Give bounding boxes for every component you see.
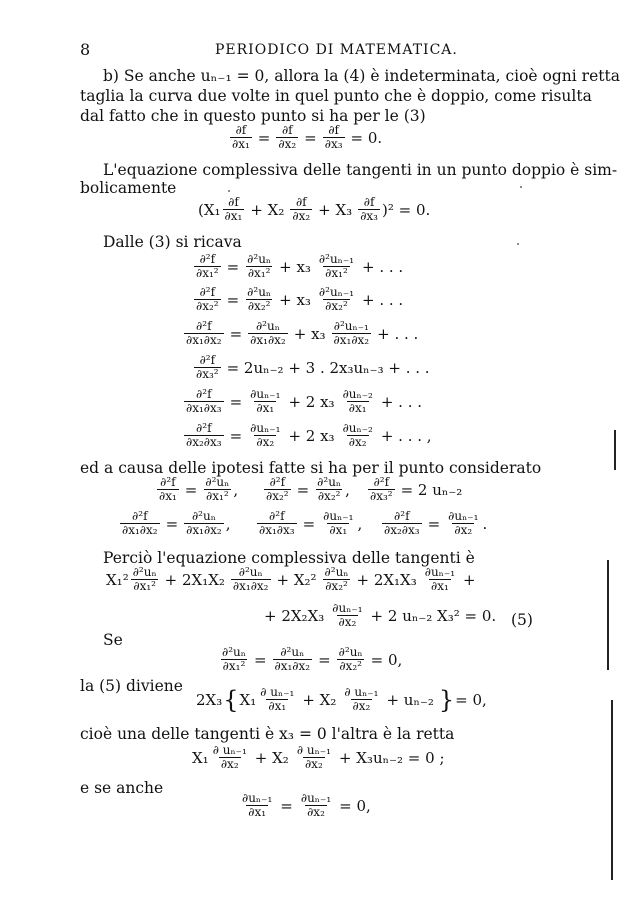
equation-second-derivative-5: $\frac{\text{∂²f}}{\text{∂x₁∂x₃}}$ = $\frac{\text{∂uₙ₋₁}}{\text{∂x₁}}$ + 2 x₃ $\frac{\text{∂uₙ₋₂}}{\text{∂x₁}}$ + . . . [186,387,423,415]
text-line-7: ed a causa delle ipotesi fatte si ha per il punto considerato [80,459,542,477]
text-line-5: bolicamente [80,179,177,197]
equation-tangents-line-1: X₁² $\frac{\text{∂²uₙ}}{\text{∂x₁²}}$ + 2X₁X₂ $\frac{\text{∂²uₙ}}{\text{∂x₁∂x₂}}$ + X₂² $\frac{\text{∂²uₙ}}{\text{∂x₂²}}$ + 2X₁X₃ $\frac{\text{∂uₙ₋₁}}{\text{∂x₁}}$ + [106,565,476,593]
equation-symbolic-tangents: (X₁ $\frac{\partial f}{\text{∂x₁}}$ + X₂ $\frac{\partial f}{\text{∂x₂}}$ + X₃ $\frac{\partial f}{\text{∂x₃}}$ )² = 0. [198,195,431,223]
text-line-9: Se [103,631,123,649]
equation-second-derivative-3: $\frac{\text{∂²f}}{\text{∂x₁∂x₂}}$ = $\frac{\text{∂²uₙ}}{\text{∂x₁∂x₂}}$ + x₃ $\frac{\text{∂²uₙ₋₁}}{\text{∂x₁∂x₂}}$ + . . . [186,319,419,347]
equation-second-derivatives-zero: $\frac{\text{∂²uₙ}}{\text{∂x₁²}}$ = $\frac{\text{∂²uₙ}}{\text{∂x₁∂x₂}}$ = $\frac{\text{∂²uₙ}}{\text{∂x₂²}}$ = 0, [222,645,403,673]
equation-first-derivatives-equal: $\frac{\text{∂uₙ₋₁}}{\text{∂x₁}}$ = $\frac{\text{∂uₙ₋₁}}{\text{∂x₂}}$ = 0, [242,791,371,819]
scan-margin-line [614,430,616,470]
equation-condition-2a: $\frac{\text{∂²f}}{\text{∂x₁∂x₂}}$ = $\frac{\text{∂²uₙ}}{\text{∂x₁∂x₂}}$ , [122,509,231,537]
text-line-1: b) Se anche uₙ₋₁ = 0, allora la (4) è indeterminata, cioè ogni retta [103,67,620,85]
equation-second-derivative-6: $\frac{\text{∂²f}}{\text{∂x₂∂x₃}}$ = $\frac{\text{∂uₙ₋₁}}{\text{∂x₂}}$ + 2 x₃ $\frac{\text{∂uₙ₋₂}}{\text{∂x₂}}$ + . . . , [186,421,432,449]
scan-speck [228,190,230,192]
equation-reduced-tangents: 2X₃ { X₁ $\frac{\text{∂ uₙ₋₁}}{\text{∂x₁}}$ + X₂ $\frac{\text{∂ uₙ₋₁}}{\text{∂x₂}}$ + uₙ₋₂ } = 0, [196,685,487,714]
equation-tangents-line-2: + 2X₂X₃ $\frac{\text{∂uₙ₋₁}}{\text{∂x₂}}$ + 2 uₙ₋₂ X₃² = 0. [264,601,497,629]
text-line-6: Dalle (3) si ricava [103,233,242,251]
fraction: $\frac{\partial f}{\text{∂x₂}}$ [292,195,311,223]
equation-label-5: (5) [511,611,533,629]
scan-speck [517,243,519,245]
text-line-10: la (5) diviene [80,677,183,695]
text-line-4: L'equazione complessiva delle tangenti in un punto doppio è sim- [103,161,618,179]
equation-condition-1a: $\frac{\text{∂²f}}{\text{∂x₁}}$ = $\frac{\text{∂²uₙ}}{\text{∂x₁²}}$ , [159,475,239,503]
text-line-8: Perciò l'equazione complessiva delle tangenti è [103,549,475,567]
running-title: PERIODICO DI MATEMATICA. [215,42,458,58]
fraction: $\frac{\partial f}{\text{∂x₂}}$ [278,123,297,151]
equation-second-derivative-1: $\frac{\text{∂²f}}{\text{∂x₁²}}$ = $\frac{\text{∂²uₙ}}{\text{∂x₁²}}$ + x₃ $\frac{\text{∂²uₙ₋₁}}{\text{∂x₁²}}$ + . . . [196,252,404,280]
equation-second-tangent: X₁ $\frac{\text{∂ uₙ₋₁}}{\text{∂x₂}}$ + X₂ $\frac{\text{∂ uₙ₋₁}}{\text{∂x₂}}$ + X₃uₙ₋₂ = 0 ; [192,743,445,771]
equation-condition-2b: $\frac{\text{∂²f}}{\text{∂x₁∂x₃}}$ = $\frac{\text{∂uₙ₋₁}}{\text{∂x₁}}$ , [259,509,363,537]
equation-condition-1b: $\frac{\text{∂²f}}{\text{∂x₂²}}$ = $\frac{\text{∂²uₙ}}{\text{∂x₂²}}$ , [266,475,350,503]
scan-margin-line [611,700,613,880]
equation-second-derivative-4: $\frac{\text{∂²f}}{\text{∂x₃²}}$ = 2uₙ₋₂ + 3 . 2x₃uₙ₋₃ + . . . [196,353,430,381]
equation-second-derivative-2: $\frac{\text{∂²f}}{\text{∂x₂²}}$ = $\frac{\text{∂²uₙ}}{\text{∂x₂²}}$ + x₃ $\frac{\text{∂²uₙ₋₁}}{\text{∂x₂²}}$ + . . . [196,285,404,313]
text-line-11: cioè una delle tangenti è x₃ = 0 l'altra è la retta [80,725,455,743]
equation-partials-zero: $\frac{\partial f}{\text{∂x₁}}$ = $\frac{\partial f}{\text{∂x₂}}$ = $\frac{\partial f}{\text{∂x₃}}$ = 0. [232,123,383,151]
text-line-2: taglia la curva due volte in quel punto che è doppio, come risulta [80,87,592,105]
text-line-3: dal fatto che in questo punto si ha per le (3) [80,107,426,125]
equation-condition-2c: $\frac{\text{∂²f}}{\text{∂x₂∂x₃}}$ = $\frac{\text{∂uₙ₋₁}}{\text{∂x₂}}$ . [384,509,488,537]
scan-margin-line [607,560,609,670]
equation-condition-1c: $\frac{\text{∂²f}}{\text{∂x₃²}}$ = 2 uₙ₋₂ [370,475,463,503]
fraction: $\frac{\partial f}{\text{∂x₁}}$ [232,123,250,151]
fraction: $\frac{\partial f}{\text{∂x₁}}$ [224,195,243,223]
scan-speck [520,186,522,188]
text-line-12: e se anche [80,779,164,797]
page-number: 8 [80,40,92,59]
fraction: $\frac{\partial f}{\text{∂x₃}}$ [360,195,378,223]
fraction: $\frac{\partial f}{\text{∂x₃}}$ [324,123,343,151]
